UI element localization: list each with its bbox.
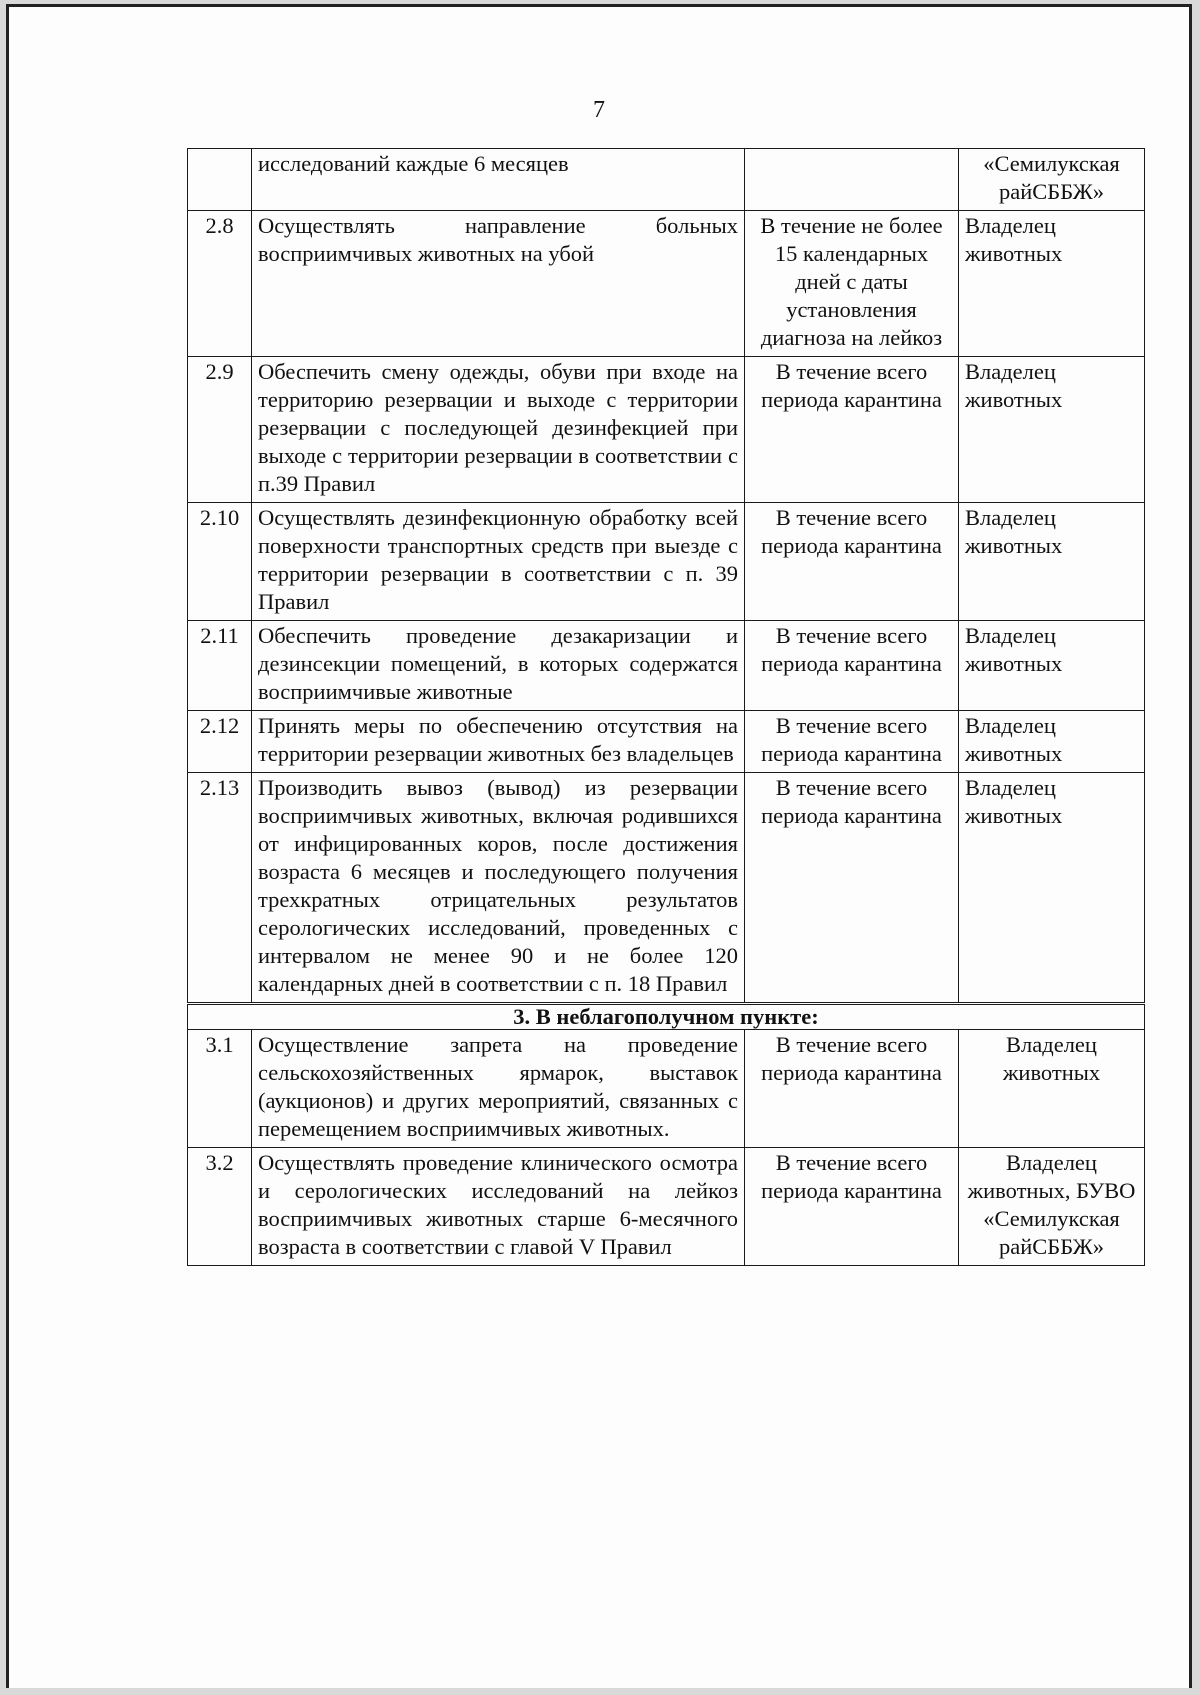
measure-text: Осуществлять дезинфекционную обработку всей поверхности транспортных средств при выезде с территории резервации в соответствии с п. 39 Правил [252, 503, 745, 621]
measure-text: Обеспечить смену одежды, обуви при входе на территорию резервации и выходе с территории резервации с последующей дезинфекцией при выходе с территории резервации в соответствии с п.39 Правил [252, 357, 745, 503]
section-header-row [188, 1004, 1145, 1030]
responsible-text: Владелец животных [959, 773, 1145, 1004]
term-text [745, 149, 959, 211]
row-number: 2.12 [188, 711, 252, 773]
term-text: В течение всего периода карантина [745, 773, 959, 1004]
term-text: В течение всего периода карантина [745, 503, 959, 621]
quarantine-measures-table [187, 148, 1145, 1266]
measure-text: Принять меры по обеспечению отсутствия на территории резервации животных без владельцев [252, 711, 745, 773]
row-number: 2.11 [188, 621, 252, 711]
term-text: В течение всего периода карантина [745, 357, 959, 503]
measure-text: Осуществлять проведение клинического осмотра и серологических исследований на лейкоз восприимчивых животных старше 6-месячного возраста в соответствии с главой V Правил [252, 1148, 745, 1266]
measure-text: Производить вывоз (вывод) из резервации восприимчивых животных, включая родившихся от инфицированных коров, после достижения возраста 6 месяцев и последующего получения трехкратных отрицательных результатов серологических исследований, проведенных с интервалом не менее 90 и не более 120 календарных дней в соответствии с п. 18 Правил [252, 773, 745, 1004]
row-number: 2.8 [188, 211, 252, 357]
term-text: В течение всего периода карантина [745, 621, 959, 711]
row-number: 3.1 [188, 1030, 252, 1148]
table-row [188, 503, 1145, 621]
table-row [188, 711, 1145, 773]
measure-text: исследований каждые 6 месяцев [252, 149, 745, 211]
row-number: 2.13 [188, 773, 252, 1004]
table-row [188, 1148, 1145, 1266]
responsible-text: Владелец животных [959, 621, 1145, 711]
term-text: В течение всего периода карантина [745, 711, 959, 773]
responsible-text: Владелец животных [959, 503, 1145, 621]
term-text: В течение всего периода карантина [745, 1148, 959, 1266]
row-number: 2.10 [188, 503, 252, 621]
responsible-text: Владелец животных [959, 1030, 1145, 1148]
responsible-text: Владелец животных, БУВО «Семилукская райСББЖ» [959, 1148, 1145, 1266]
responsible-text: Владелец животных [959, 357, 1145, 503]
term-text: В течение не более 15 календарных дней с даты установления диагноза на лейкоз [745, 211, 959, 357]
table-row [188, 211, 1145, 357]
row-number: 3.2 [188, 1148, 252, 1266]
section-title: 3. В неблагополучном пункте: [188, 1004, 1145, 1030]
row-number: 2.9 [188, 357, 252, 503]
measure-text: Осуществлять направление больных восприимчивых животных на убой [252, 211, 745, 357]
term-text: В течение всего периода карантина [745, 1030, 959, 1148]
responsible-text: «Семилукская райСББЖ» [959, 149, 1145, 211]
table-row [188, 621, 1145, 711]
responsible-text: Владелец животных [959, 211, 1145, 357]
table-row [188, 1030, 1145, 1148]
table-row [188, 149, 1145, 211]
table-row [188, 357, 1145, 503]
page-number: 7 [593, 97, 605, 123]
responsible-text: Владелец животных [959, 711, 1145, 773]
row-number [188, 149, 252, 211]
measure-text: Обеспечить проведение дезакаризации и дезинсекции помещений, в которых содержатся восприимчивые животные [252, 621, 745, 711]
table-row [188, 773, 1145, 1004]
measure-text: Осуществление запрета на проведение сельскохозяйственных ярмарок, выставок (аукционов) и других мероприятий, связанных с перемещением восприимчивых животных. [252, 1030, 745, 1148]
